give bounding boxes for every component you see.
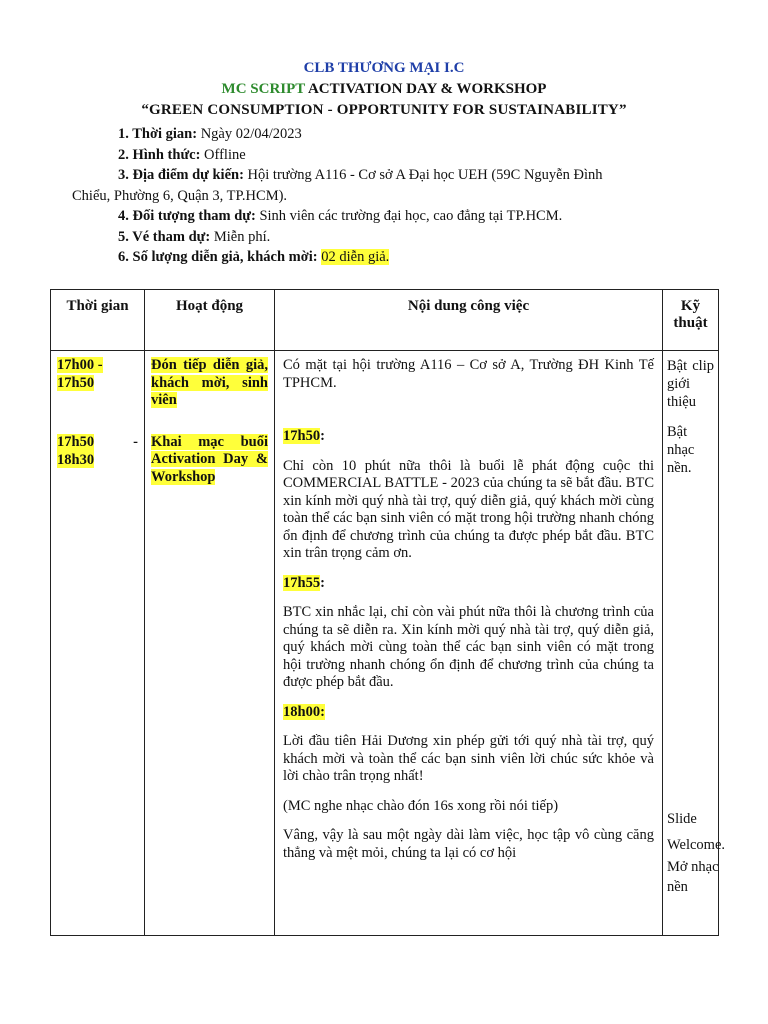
info-audience: 4. Đối tượng tham dự: Sinh viên các trường đại học, cao đẳng tại TP.HCM. bbox=[118, 208, 563, 224]
header-tech: Kỹ thuật bbox=[663, 290, 719, 351]
info-ticket: 5. Vé tham dự: Miễn phí. bbox=[118, 228, 271, 245]
paragraph-5: Vâng, vậy là sau một ngày dài làm việc, học tập vô cùng căng thẳng và mệt mỏi, chúng ta lại có cơ hội bbox=[283, 827, 654, 861]
paragraph-3: Lời đầu tiên Hải Dương xin phép gửi tới quý nhà tài trợ, quý khách mời và toàn thể các bạn sinh viên lời chúc sức khỏe và lời chào trân trọng nhất! bbox=[283, 733, 654, 784]
info-speakers: 6. Số lượng diễn giả, khách mời: 02 diễn giả. bbox=[118, 249, 390, 265]
paragraph-2: BTC xin nhắc lại, chỉ còn vài phút nữa thôi là chương trình của chúng ta sẽ diễn ra. Xin kính mời quý nhà tài trợ, quý diễn giả, quý khách mời cùng toàn thể các bạn sinh viên có mặt trong hội trường nhanh chóng ổn định để chương trình của chúng ta được phép bắt đầu. bbox=[283, 604, 654, 690]
content-row1: Có mặt tại hội trường A116 – Cơ sở A, Trường ĐH Kinh Tế TPHCM. bbox=[283, 357, 654, 391]
header-activity: Hoạt động bbox=[145, 290, 275, 351]
activity-2: Khai mạc buổi Activation Day & Workshop bbox=[151, 433, 268, 485]
stamp-1750: 17h50: bbox=[283, 428, 325, 444]
paragraph-4: (MC nghe nhạc chào đón 16s xong rồi nói tiếp) bbox=[283, 797, 559, 814]
mc-script-table bbox=[50, 289, 726, 936]
stamp-1755: 17h55: bbox=[283, 574, 325, 591]
script-title-rest: ACTIVATION DAY & WORKSHOP bbox=[305, 81, 547, 97]
document-header bbox=[0, 58, 768, 121]
event-theme: “GREEN CONSUMPTION - OPPORTUNITY FOR SUSTAINABILITY” bbox=[141, 102, 627, 118]
header-time: Thời gian bbox=[51, 290, 145, 351]
activity-cell bbox=[145, 351, 275, 936]
info-location: 3. Địa điểm dự kiến: Hội trường A116 - Cơ sở A Đại học UEH (59C Nguyễn Đình bbox=[118, 167, 603, 183]
activity-1: Đón tiếp diễn giả, khách mời, sinh viên bbox=[151, 357, 268, 408]
table-row bbox=[51, 351, 719, 936]
header-content: Nội dung công việc bbox=[275, 290, 663, 351]
club-name: CLB THƯƠNG MẠI I.C bbox=[303, 60, 465, 76]
content-cell bbox=[275, 351, 663, 936]
time-slot-1: 17h00 - 17h50 bbox=[57, 357, 103, 391]
tech-slide: Slide Welcome. Mở nhạc nền bbox=[667, 811, 726, 895]
info-time: 1. Thời gian: Ngày 02/04/2023 bbox=[118, 126, 302, 142]
tech-clip: Bật clip giới thiệu bbox=[667, 358, 714, 410]
info-location-wrap: Chiểu, Phường 6, Quận 3, TP.HCM). bbox=[72, 187, 288, 204]
paragraph-1: Chỉ còn 10 phút nữa thôi là buổi lễ phát động cuộc thi COMMERCIAL BATTLE - 2023 của chúng ta sẽ bắt đầu. BTC xin kính mời quý nhà tài trợ, quý diễn giả, quý khách mời cùng toàn thể các bạn sinh viên có mặt trong hội trường nhanh chóng ổn định để chương trình của chúng ta được phép bắt đầu. BTC xin trân trọng cảm ơn. bbox=[283, 457, 654, 561]
time-cell bbox=[51, 351, 145, 936]
time-slot-2: 17h50 - 18h30 bbox=[57, 434, 138, 468]
script-title-green: MC SCRIPT bbox=[221, 81, 306, 97]
info-format: 2. Hình thức: Offline bbox=[118, 146, 246, 163]
script-title bbox=[0, 79, 768, 100]
tech-music: Bật nhạc nền. bbox=[667, 424, 695, 476]
stamp-1800: 18h00: bbox=[283, 703, 325, 720]
tech-cell bbox=[663, 351, 726, 936]
event-info bbox=[72, 124, 693, 268]
table-header-row bbox=[51, 290, 719, 351]
